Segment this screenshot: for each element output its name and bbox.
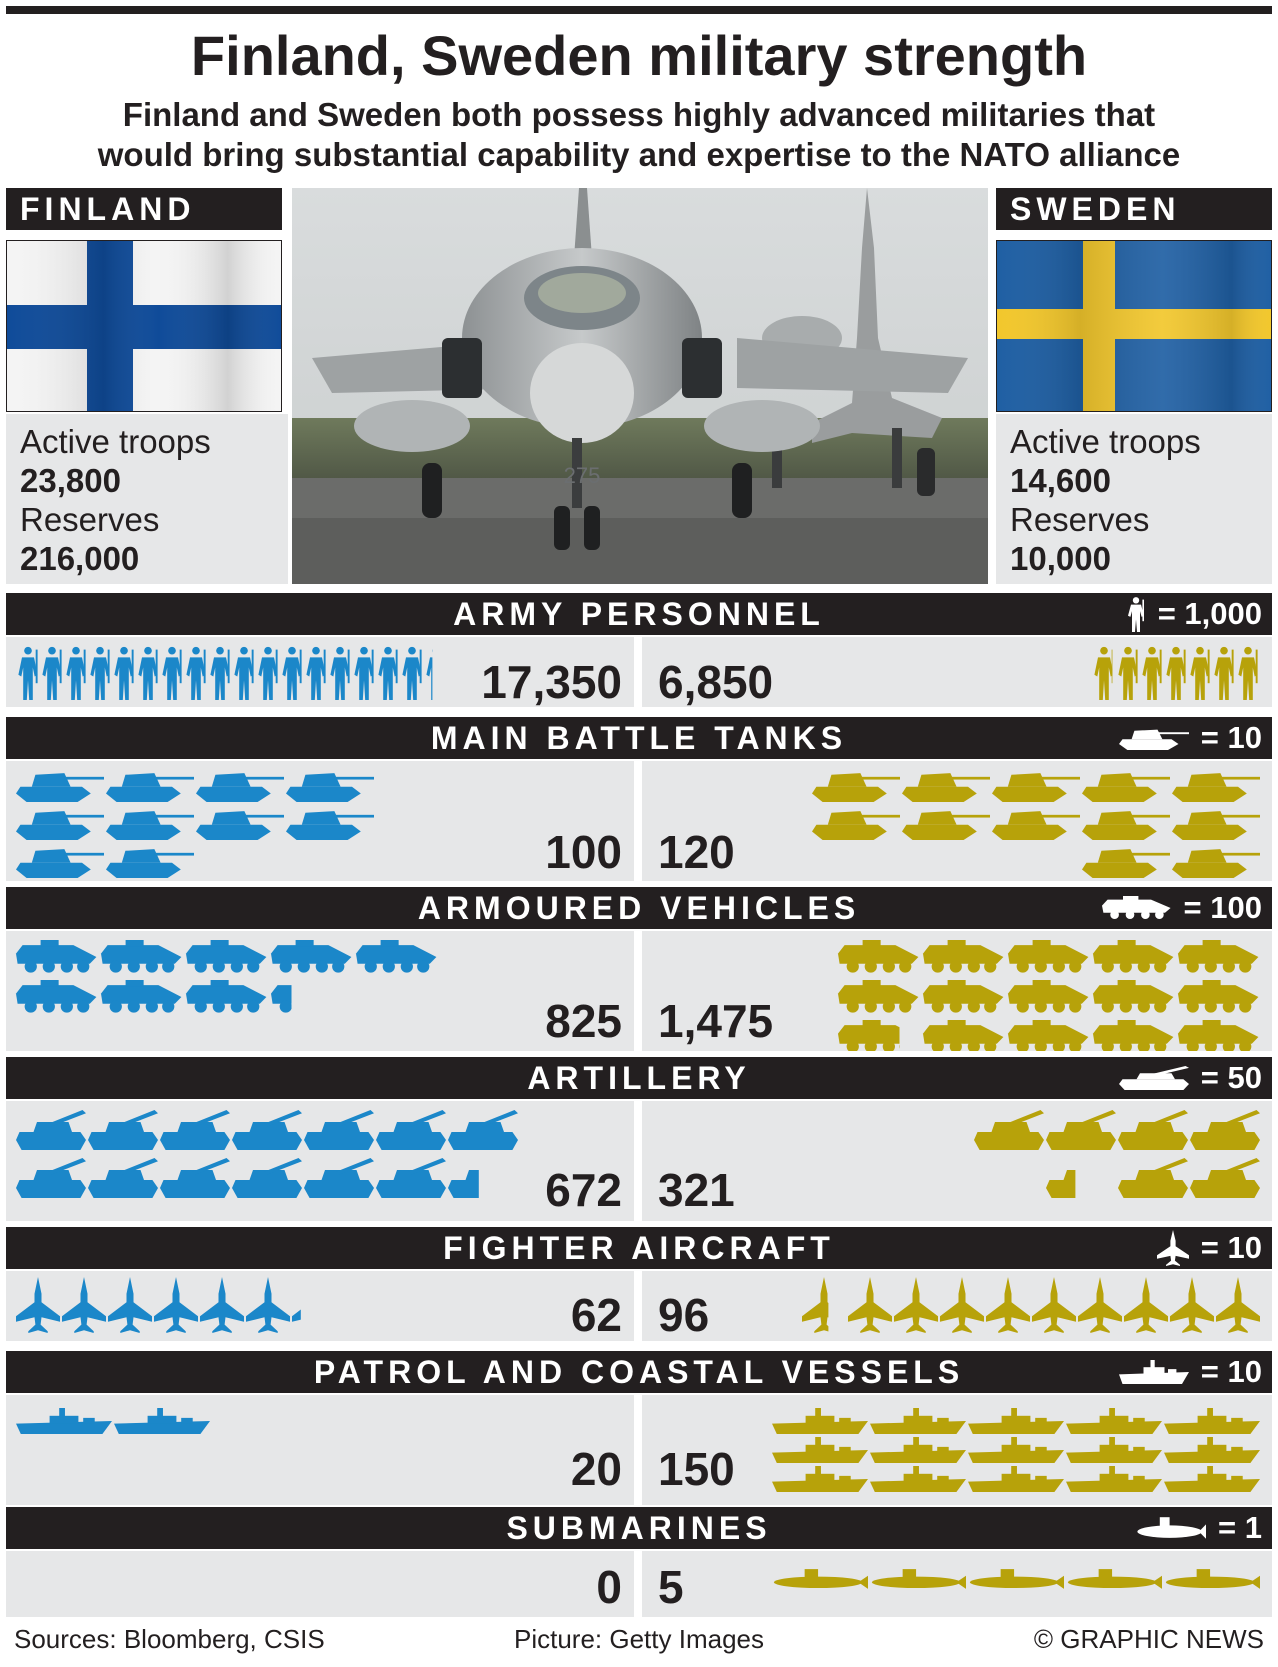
sweden-tank-icon — [1172, 811, 1260, 840]
finland-artillery-icon — [304, 1158, 374, 1198]
sweden-artillery-value: 321 — [658, 1164, 735, 1216]
sweden-tank-icon — [1172, 773, 1260, 802]
finland-armoured-vehicle-icon — [16, 940, 96, 973]
finland-soldier-icon — [378, 647, 397, 700]
finland-tank-icon — [286, 773, 374, 802]
section-title: SUBMARINES — [506, 1510, 772, 1546]
scale-legend — [1119, 1057, 1262, 1099]
finland-tanks-pictogram — [6, 761, 634, 881]
sweden-tanks-pictogram — [642, 761, 1272, 881]
sweden-armoured-vehicle-icon — [838, 1020, 918, 1051]
sweden-artillery-panel — [642, 1101, 1272, 1221]
sweden-vessels-value: 150 — [658, 1443, 735, 1495]
finland-soldier-icon — [258, 647, 277, 700]
sweden-artillery-pictogram — [642, 1101, 1272, 1221]
subtitle-line-1: Finland and Sweden both possess highly advanced militaries that — [122, 96, 1156, 133]
sweden-active-label: Active troops — [1010, 423, 1201, 460]
finland-tanks-value: 100 — [545, 826, 622, 878]
sweden-soldier-icon — [1142, 647, 1161, 700]
scale-value: = 10 — [1200, 720, 1262, 755]
sweden-ship-icon — [1066, 1466, 1162, 1492]
finland-tank-icon — [16, 849, 104, 878]
sweden-ship-icon — [968, 1437, 1064, 1463]
finland-soldier-icon — [42, 647, 61, 700]
scale-legend — [1136, 1507, 1262, 1549]
sweden-artillery-icon — [1190, 1110, 1260, 1150]
sweden-armoured-vehicle-icon — [1093, 1020, 1173, 1051]
finland-tank-icon — [16, 773, 104, 802]
sweden-aircraft-panel — [642, 1271, 1272, 1341]
scale-submarine-icon — [1137, 1517, 1206, 1539]
sweden-armoured-vehicle-icon — [1008, 1020, 1088, 1051]
sweden-vessels-pictogram — [642, 1395, 1272, 1505]
finland-artillery-icon — [88, 1110, 158, 1150]
finland-aircraft-value: 62 — [570, 1289, 622, 1341]
sweden-subs-value: 5 — [658, 1561, 684, 1613]
sweden-fighter-jet-icon — [1124, 1277, 1168, 1333]
section-title: ARMOURED VEHICLES — [417, 890, 861, 926]
finland-vessels-pictogram — [6, 1395, 634, 1505]
sweden-armoured-vehicle-icon — [1008, 980, 1088, 1013]
sweden-soldier-icon — [1214, 647, 1233, 700]
finland-tank-icon — [196, 811, 284, 840]
sweden-fighter-jet-icon — [802, 1277, 846, 1333]
soldier-icon — [1126, 596, 1146, 632]
sweden-fighter-jet-icon — [1032, 1277, 1076, 1333]
sweden-armoured-vehicle-icon — [838, 940, 918, 973]
finland-tank-icon — [106, 811, 194, 840]
section-header-subs — [6, 1507, 1272, 1549]
finland-soldier-icon — [138, 647, 157, 700]
sweden-soldier-icon — [1118, 647, 1137, 700]
section-header-vessels — [6, 1351, 1272, 1393]
sweden-tank-icon — [812, 811, 900, 840]
finland-soldier-icon — [114, 647, 133, 700]
finland-aircraft-panel — [6, 1271, 634, 1341]
finland-army-value: 17,350 — [481, 656, 622, 707]
finland-artillery-value: 672 — [545, 1164, 622, 1216]
sweden-army-panel — [642, 637, 1272, 707]
sweden-aircraft-pictogram — [642, 1271, 1272, 1341]
sweden-soldier-icon — [1238, 647, 1257, 700]
sweden-fighter-jet-icon — [986, 1277, 1030, 1333]
finland-fighter-jet-icon — [246, 1277, 290, 1333]
finland-soldier-icon — [18, 647, 37, 700]
sweden-fighter-jet-icon — [848, 1277, 892, 1333]
finland-soldier-icon — [354, 647, 373, 700]
finland-armoured-panel — [6, 931, 634, 1051]
footer-picture: Picture: Getty Images — [514, 1624, 764, 1654]
finland-flag — [6, 240, 282, 412]
sweden-armoured-vehicle-icon — [923, 980, 1003, 1013]
sweden-armoured-value: 1,475 — [658, 995, 774, 1047]
sweden-armoured-vehicle-icon — [1178, 980, 1258, 1013]
scale-value: = 10 — [1200, 1354, 1262, 1389]
finland-artillery-pictogram — [6, 1101, 634, 1221]
sweden-ship-icon — [772, 1408, 868, 1434]
finland-ship-icon — [16, 1408, 112, 1434]
sweden-flag — [996, 240, 1272, 412]
finland-artillery-icon — [448, 1110, 518, 1150]
sweden-tank-icon — [902, 811, 990, 840]
finland-fighter-jet-icon — [16, 1277, 60, 1333]
sweden-fighter-jet-icon — [1216, 1277, 1260, 1333]
finland-armoured-value: 825 — [545, 995, 622, 1047]
finland-artillery-icon — [376, 1158, 446, 1198]
sweden-fighter-jet-icon — [894, 1277, 938, 1333]
finland-reserves-label: Reserves — [20, 501, 160, 538]
sweden-troops-box — [996, 414, 1272, 584]
finland-fighter-jet-icon — [292, 1277, 336, 1333]
sweden-tanks-panel — [642, 761, 1272, 881]
finland-tank-icon — [286, 811, 374, 840]
sweden-tank-icon — [1172, 849, 1260, 878]
finland-artillery-icon — [448, 1158, 518, 1198]
scale-tank-icon — [1119, 730, 1189, 750]
section-header-artillery — [6, 1057, 1272, 1099]
finland-soldier-icon — [330, 647, 349, 700]
finland-reserves-value: 216,000 — [20, 540, 140, 577]
scale-ship-icon — [1119, 1360, 1189, 1384]
sweden-subs-pictogram — [642, 1551, 1272, 1617]
finland-fighter-jet-icon — [200, 1277, 244, 1333]
sweden-armoured-vehicle-icon — [1178, 940, 1258, 973]
sweden-artillery-icon — [1190, 1158, 1260, 1198]
tank-icon — [1119, 726, 1189, 750]
sweden-armoured-vehicle-icon — [1093, 940, 1173, 973]
scale-soldier-icon — [1128, 597, 1144, 632]
sweden-aircraft-value: 96 — [658, 1289, 710, 1341]
finland-artillery-icon — [160, 1158, 230, 1198]
finland-fighter-jet-icon — [154, 1277, 198, 1333]
sweden-ship-icon — [968, 1408, 1064, 1434]
finland-soldier-icon — [162, 647, 181, 700]
scale-value: = 10 — [1200, 1230, 1262, 1265]
sweden-tank-icon — [1082, 773, 1170, 802]
sweden-submarine-icon — [1068, 1569, 1162, 1589]
sweden-soldier-icon — [1166, 647, 1185, 700]
sweden-armoured-vehicle-icon — [923, 1020, 1003, 1051]
scale-value: = 1,000 — [1157, 596, 1262, 631]
artillery-icon — [1119, 1066, 1189, 1090]
finland-armoured-vehicle-icon — [186, 940, 266, 973]
finland-soldier-icon — [306, 647, 325, 700]
sweden-artillery-icon — [1118, 1110, 1188, 1150]
sweden-ship-icon — [1066, 1408, 1162, 1434]
sweden-subs-panel — [642, 1551, 1272, 1617]
scale-value: = 100 — [1183, 890, 1262, 925]
finland-tank-icon — [196, 773, 284, 802]
finland-armoured-vehicle-icon — [16, 980, 96, 1013]
sweden-armoured-vehicle-icon — [1008, 940, 1088, 973]
section-title: MAIN BATTLE TANKS — [430, 720, 848, 756]
sweden-tank-icon — [1082, 811, 1170, 840]
scale-artillery-icon — [1119, 1066, 1189, 1090]
sweden-ship-icon — [968, 1466, 1064, 1492]
finland-artillery-icon — [160, 1110, 230, 1150]
sweden-tank-icon — [902, 773, 990, 802]
sweden-reserves-value: 10,000 — [1010, 540, 1111, 577]
ship-icon — [1119, 1360, 1189, 1384]
submarine-icon — [1136, 1516, 1206, 1540]
sweden-reserves-label: Reserves — [1010, 501, 1150, 538]
sweden-ship-icon — [870, 1437, 966, 1463]
section-title: ARTILLERY — [527, 1060, 751, 1096]
sweden-label: SWEDEN — [996, 188, 1272, 230]
finland-artillery-icon — [232, 1158, 302, 1198]
scale-legend — [1119, 717, 1262, 759]
fighter-jet-photo — [292, 188, 988, 584]
scale-fighter-jet-icon — [1157, 1230, 1189, 1266]
sweden-armoured-vehicle-icon — [923, 940, 1003, 973]
finland-artillery-icon — [376, 1110, 446, 1150]
sweden-tank-icon — [1082, 849, 1170, 878]
sweden-ship-icon — [772, 1466, 868, 1492]
finland-armoured-pictogram — [6, 931, 634, 1051]
finland-troops-box — [6, 414, 288, 584]
finland-armoured-vehicle-icon — [186, 980, 266, 1013]
finland-vessels-panel — [6, 1395, 634, 1505]
finland-artillery-icon — [88, 1158, 158, 1198]
finland-artillery-icon — [16, 1158, 86, 1198]
scale-armoured-vehicle-icon — [1102, 896, 1171, 919]
finland-soldier-icon — [90, 647, 109, 700]
fighter-jet-icon — [1157, 1230, 1189, 1266]
section-header-tanks — [6, 717, 1272, 759]
sweden-ship-icon — [1164, 1437, 1260, 1463]
finland-artillery-icon — [232, 1110, 302, 1150]
scale-value: = 1 — [1218, 1510, 1262, 1545]
sweden-ship-icon — [870, 1408, 966, 1434]
finland-army-panel — [6, 637, 634, 707]
sweden-submarine-icon — [970, 1569, 1064, 1589]
sweden-ship-icon — [1164, 1408, 1260, 1434]
section-title: FIGHTER AIRCRAFT — [443, 1230, 835, 1266]
finland-fighter-jet-icon — [62, 1277, 106, 1333]
finland-ship-icon — [114, 1408, 210, 1434]
finland-soldier-icon — [402, 647, 421, 700]
top-rule — [6, 6, 1272, 14]
section-header-armoured — [6, 887, 1272, 929]
footer-credit: © GRAPHIC NEWS — [1033, 1624, 1264, 1654]
armoured-vehicle-icon — [1102, 896, 1172, 920]
finland-subs-pictogram — [6, 1551, 634, 1617]
sweden-ship-icon — [1066, 1437, 1162, 1463]
page-title: Finland, Sweden military strength — [190, 24, 1088, 87]
finland-label: FINLAND — [6, 188, 282, 230]
section-title: PATROL AND COASTAL VESSELS — [313, 1354, 965, 1390]
sweden-soldier-icon — [1190, 647, 1209, 700]
section-header-aircraft — [6, 1227, 1272, 1269]
scale-legend — [1102, 887, 1262, 929]
finland-artillery-panel — [6, 1101, 634, 1221]
finland-subs-panel — [6, 1551, 634, 1617]
sweden-artillery-icon — [1046, 1158, 1116, 1198]
finland-armoured-vehicle-icon — [356, 940, 436, 973]
sweden-submarine-icon — [872, 1569, 966, 1589]
sweden-active-value: 14,600 — [1010, 462, 1111, 499]
finland-aircraft-pictogram — [6, 1271, 634, 1341]
sweden-artillery-icon — [1118, 1158, 1188, 1198]
finland-tank-icon — [106, 773, 194, 802]
finland-subs-value: 0 — [596, 1561, 622, 1613]
finland-active-label: Active troops — [20, 423, 211, 460]
finland-tanks-panel — [6, 761, 634, 881]
sweden-ship-icon — [870, 1466, 966, 1492]
scale-legend — [1157, 1227, 1262, 1269]
sweden-armoured-panel — [642, 931, 1272, 1051]
finland-artillery-icon — [304, 1110, 374, 1150]
sweden-tank-icon — [812, 773, 900, 802]
page-subtitle — [20, 95, 1258, 175]
section-title: ARMY PERSONNEL — [453, 596, 825, 632]
finland-tank-icon — [106, 849, 194, 878]
subtitle-line-2: would bring substantial capability and expertise to the NATO alliance — [97, 136, 1181, 173]
finland-soldier-icon — [186, 647, 205, 700]
finland-armoured-vehicle-icon — [271, 940, 351, 973]
sweden-tank-icon — [992, 773, 1080, 802]
footer-sources: Sources: Bloomberg, CSIS — [14, 1624, 325, 1654]
finland-soldier-icon — [210, 647, 229, 700]
finland-soldier-icon — [234, 647, 253, 700]
sweden-army-value: 6,850 — [658, 656, 774, 707]
sweden-fighter-jet-icon — [1078, 1277, 1122, 1333]
sweden-armoured-vehicle-icon — [838, 980, 918, 1013]
finland-armoured-vehicle-icon — [101, 940, 181, 973]
sweden-armoured-vehicle-icon — [1093, 980, 1173, 1013]
finland-soldier-icon — [282, 647, 301, 700]
finland-tank-icon — [16, 811, 104, 840]
finland-fighter-jet-icon — [108, 1277, 152, 1333]
sweden-artillery-icon — [1046, 1110, 1116, 1150]
scale-legend — [1126, 593, 1262, 635]
sweden-submarine-icon — [774, 1569, 868, 1589]
sweden-vessels-panel — [642, 1395, 1272, 1505]
sweden-fighter-jet-icon — [1170, 1277, 1214, 1333]
sweden-tanks-value: 120 — [658, 826, 735, 878]
sweden-ship-icon — [772, 1437, 868, 1463]
finland-active-value: 23,800 — [20, 462, 121, 499]
scale-legend — [1119, 1351, 1262, 1393]
finland-armoured-vehicle-icon — [271, 980, 351, 1013]
sweden-fighter-jet-icon — [940, 1277, 984, 1333]
finland-armoured-vehicle-icon — [101, 980, 181, 1013]
tail-number: 275 — [563, 463, 601, 488]
finland-soldier-icon — [426, 647, 445, 700]
finland-soldier-icon — [66, 647, 85, 700]
sweden-armoured-vehicle-icon — [1178, 1020, 1258, 1051]
sweden-ship-icon — [1164, 1466, 1260, 1492]
sweden-tank-icon — [992, 811, 1080, 840]
sweden-submarine-icon — [1166, 1569, 1260, 1589]
finland-artillery-icon — [16, 1110, 86, 1150]
sweden-soldier-icon — [1094, 647, 1113, 700]
scale-value: = 50 — [1200, 1060, 1262, 1095]
finland-vessels-value: 20 — [570, 1443, 622, 1495]
section-header-army — [6, 593, 1272, 635]
sweden-artillery-icon — [974, 1110, 1044, 1150]
